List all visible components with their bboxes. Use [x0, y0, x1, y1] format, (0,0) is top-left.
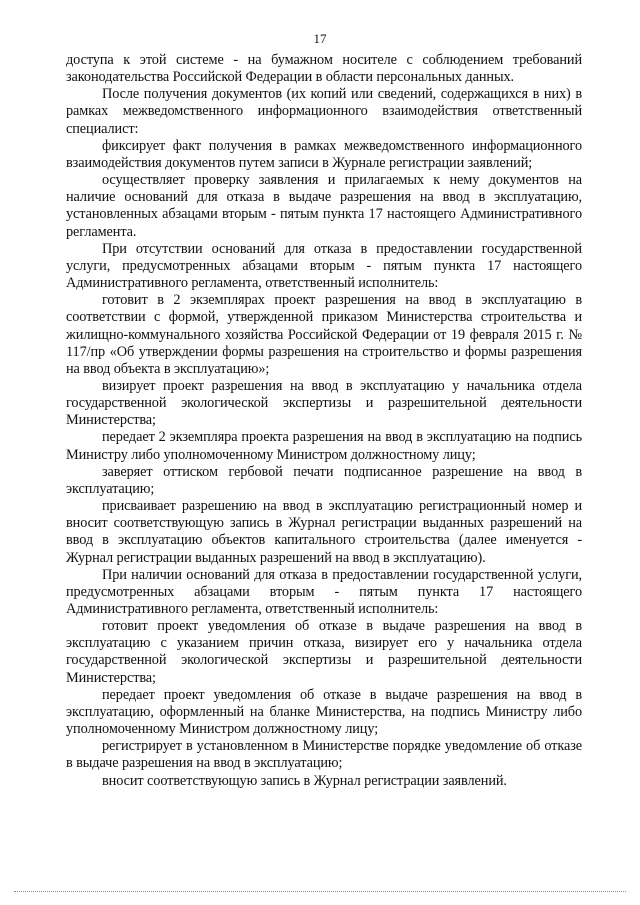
paragraph: После получения документов (их копий или сведений, содержащихся в них) в рамках межведомственного информационного взаимодействия ответственный специалист: — [66, 86, 582, 137]
paragraph: фиксирует факт получения в рамках межведомственного информационного взаимодействия документов путем записи в Журнале регистрации заявлений; — [66, 137, 582, 171]
document-body — [66, 52, 582, 790]
paragraph: визирует проект разрешения на ввод в эксплуатацию у начальника отдела государственной экологической экспертизы и разрешительной деятельности Министерства; — [66, 377, 582, 429]
paragraph: передает проект уведомления об отказе в выдаче разрешения на ввод в эксплуатацию, оформленный на бланке Министерства, на подпись Министру либо уполномоченному Министром должностному лицу; — [66, 686, 582, 738]
paragraph: При отсутствии оснований для отказа в предоставлении государственной услуги, предусмотренных абзацами вторым - пятым пункта 17 настоящего Административного регламента, ответственный исполнитель: — [66, 240, 582, 292]
paragraph: присваивает разрешению на ввод в эксплуатацию регистрационный номер и вносит соответствующую запись в Журнал регистрации выданных разрешений на ввод в эксплуатацию объектов капитального строительства (далее именуется - Журнал регистрации выданных разрешений на ввод в эксплуатацию). — [66, 498, 582, 566]
footer-divider — [14, 891, 626, 892]
paragraph: заверяет оттиском гербовой печати подписанное разрешение на ввод в эксплуатацию; — [66, 463, 582, 497]
paragraph: готовит в 2 экземплярах проект разрешения на ввод в эксплуатацию в соответствии с формой, утвержденной приказом Министерства строительства и жилищно-коммунального хозяйства Российской Федерации от 19 февраля 2015 г. № 117/пр «Об утверждении формы разрешения на строительство и формы разрешения на ввод объекта в эксплуатацию»; — [66, 292, 582, 377]
page-number: 17 — [313, 31, 327, 46]
paragraph: При наличии оснований для отказа в предоставлении государственной услуги, предусмотренных абзацами вторым - пятым пункта 17 настоящего Административного регламента, ответственный исполнитель: — [66, 566, 582, 617]
paragraph: регистрирует в установленном в Министерстве порядке уведомление об отказе в выдаче разрешения на ввод в эксплуатацию; — [66, 738, 582, 772]
paragraph: вносит соответствующую запись в Журнал регистрации заявлений. — [102, 772, 507, 789]
paragraph: осуществляет проверку заявления и прилагаемых к нему документов на наличие оснований для отказа в выдаче разрешения на ввод в эксплуатацию, установленных абзацами вторым - пятым пункта 17 настоящего Административного регламента. — [66, 172, 582, 240]
paragraph: передает 2 экземпляра проекта разрешения на ввод в эксплуатацию на подпись Министру либо уполномоченному Министром должностному лицу; — [66, 429, 582, 463]
paragraph: доступа к этой системе - на бумажном носителе с соблюдением требований законодательства Российской Федерации в области персональных данных. — [66, 52, 582, 86]
paragraph: готовит проект уведомления об отказе в выдаче разрешения на ввод в эксплуатацию с указанием причин отказа, визирует его у начальника отдела государственной экологической экспертизы и разрешительной деятельности Министерства; — [66, 618, 582, 686]
